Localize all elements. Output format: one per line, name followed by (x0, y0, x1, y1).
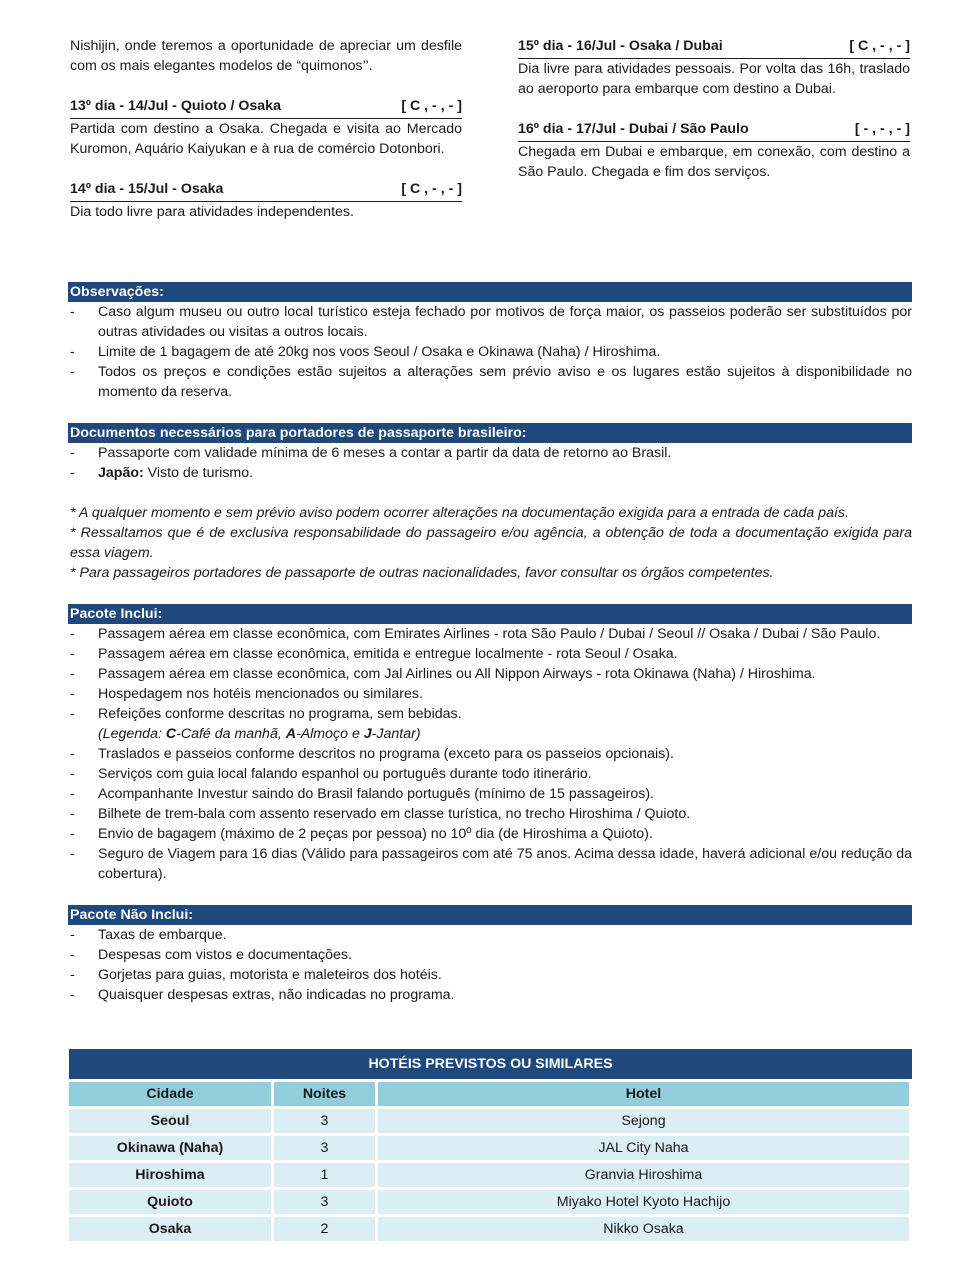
day-title: 16º dia - 17/Jul - Dubai / São Paulo (518, 121, 749, 137)
column-header-nights: Noites (274, 1082, 375, 1106)
cell-city: Seoul (69, 1109, 271, 1133)
list-item: - Caso algum museu ou outro local turístico esteja fechado por motivos de força maior, os passeios poderão ser substituídos por outras atividades ou visitas a outros locais. (68, 302, 912, 342)
pacote-nao-inclui-section (68, 905, 912, 1005)
note: * Para passageiros portadores de passaporte de outras nacionalidades, favor consultar os órgãos competentes. (70, 565, 774, 581)
list-item: - Seguro de Viagem para 16 dias (Válido para passageiros com até 75 anos. Acima dessa idade, haverá adicional e/ou redução da cobertura). (68, 844, 912, 884)
day-13 (70, 96, 462, 159)
table-row (69, 1109, 912, 1133)
itinerary-right-column (518, 36, 910, 182)
list-item: - Serviços com guia local falando espanhol ou português durante todo itinerário. (68, 764, 912, 784)
day-description: Chegada em Dubai e embarque, em conexão, com destino a São Paulo. Chegada e fim dos serviços. (518, 144, 910, 180)
itinerary-left-column (70, 36, 462, 222)
day-description: Dia livre para atividades pessoais. Por volta das 16h, traslado ao aeroporto para embarque com destino a Dubai. (518, 61, 910, 97)
pacote-inclui-section (68, 604, 912, 884)
section-header: Pacote Não Inclui: (68, 905, 912, 925)
list-item: - Taxas de embarque. (68, 925, 912, 945)
table-header-row (69, 1082, 912, 1106)
day-meals: [ C , - , - ] (401, 181, 462, 197)
day-header (518, 119, 910, 142)
cell-hotel: Sejong (378, 1109, 909, 1133)
legend-c: C (165, 726, 177, 742)
pacote-inclui-list (68, 624, 912, 884)
cell-hotel: Miyako Hotel Kyoto Hachijo (378, 1190, 909, 1214)
list-item: - Bilhete de trem-bala com assento reservado em classe turística, no trecho Hiroshima / Quioto. (68, 804, 912, 824)
day-header (70, 96, 462, 119)
visa-text: Visto de turismo. (143, 465, 254, 481)
cell-hotel: JAL City Naha (378, 1136, 909, 1160)
list-item: - Despesas com vistos e documentações. (68, 945, 912, 965)
documentos-list (68, 443, 912, 483)
table-row (69, 1217, 912, 1241)
cell-hotel: Nikko Osaka (378, 1217, 909, 1241)
column-header-hotel: Hotel (378, 1082, 909, 1106)
day-description: Dia todo livre para atividades independentes. (70, 204, 354, 220)
list-item: - Todos os preços e condições estão sujeitos a alterações sem prévio aviso e os lugares estão sujeitos à disponibilidade no momento da reserva. (68, 362, 912, 402)
note: * A qualquer momento e sem prévio aviso podem ocorrer alterações na documentação exigida para a entrada de cada país. (70, 505, 849, 521)
meals-legend (98, 726, 421, 742)
legend-c-text: -Café da manhã, (176, 726, 286, 742)
day-16 (518, 119, 910, 182)
list-item: - Envio de bagagem (máximo de 2 peças por pessoa) no 10º dia (de Hiroshima a Quioto). (68, 824, 912, 844)
cell-nights: 3 (274, 1109, 375, 1133)
list-item: - Limite de 1 bagagem de até 20kg nos voos Seoul / Osaka e Okinawa (Naha) / Hiroshima. (68, 342, 912, 362)
cell-nights: 3 (274, 1190, 375, 1214)
legend-j-text: -Jantar) (371, 726, 421, 742)
section-header: Pacote Inclui: (68, 604, 912, 624)
legend-j: J (363, 726, 372, 742)
list-item: - Quaisquer despesas extras, não indicadas no programa. (68, 985, 912, 1005)
pacote-nao-inclui-list (68, 925, 912, 1005)
list-item: - Passaporte com validade mínima de 6 meses a contar a partir da data de retorno ao Brasil. (68, 443, 912, 463)
table-row (69, 1190, 912, 1214)
list-item: - Passagem aérea em classe econômica, com Emirates Airlines - rota São Paulo / Dubai / Seoul // Osaka / Dubai / São Paulo. (68, 624, 912, 644)
hotels-table-title: HOTÉIS PREVISTOS OU SIMILARES (69, 1049, 912, 1079)
list-item: - Gorjetas para guias, motorista e maleteiros dos hotéis. (68, 965, 912, 985)
day-meals: [ C , - , - ] (401, 98, 462, 114)
day-header (518, 36, 910, 59)
cell-city: Hiroshima (69, 1163, 271, 1187)
day-title: 15º dia - 16/Jul - Osaka / Dubai (518, 38, 723, 54)
meals-item-text: Refeições conforme descritas no programa, sem bebidas. (98, 706, 462, 722)
country-label: Japão: (98, 465, 144, 481)
cell-nights: 3 (274, 1136, 375, 1160)
list-item: - Passagem aérea em classe econômica, emitida e entregue localmente - rota Seoul / Osaka. (68, 644, 912, 664)
list-item (68, 704, 912, 744)
table-row (69, 1163, 912, 1187)
list-item (68, 463, 912, 483)
table-row (69, 1136, 912, 1160)
day-meals: [ - , - , - ] (854, 121, 910, 137)
list-item: - Acompanhante Investur saindo do Brasil falando português (mínimo de 15 passageiros). (68, 784, 912, 804)
column-header-city: Cidade (69, 1082, 271, 1106)
legend-open: (Legenda: (98, 726, 166, 742)
cell-city: Okinawa (Naha) (69, 1136, 271, 1160)
day-description: Partida com destino a Osaka. Chegada e visita ao Mercado Kuromon, Aquário Kaiyukan e à rua de comércio Dotonbori. (70, 121, 462, 157)
legend-a: A (285, 726, 296, 742)
section-header: Documentos necessários para portadores de passaporte brasileiro: (68, 423, 912, 443)
cell-hotel: Granvia Hiroshima (378, 1163, 909, 1187)
observacoes-list (68, 302, 912, 402)
cell-nights: 1 (274, 1163, 375, 1187)
note: * Ressaltamos que é de exclusiva responsabilidade do passageiro e/ou agência, a obtenção de toda a documentação exigida para essa viagem. (70, 525, 912, 561)
day-meals: [ C , - , - ] (849, 38, 910, 54)
hotels-table (69, 1049, 912, 1241)
list-item: - Passagem aérea em classe econômica, com Jal Airlines ou All Nippon Airways - rota Okinawa (Naha) / Hiroshima. (68, 664, 912, 684)
cell-city: Quioto (69, 1190, 271, 1214)
day-15 (518, 36, 910, 99)
section-header: Observações: (68, 282, 912, 302)
legend-a-text: -Almoço e (295, 726, 364, 742)
day-title: 13º dia - 14/Jul - Quioto / Osaka (70, 98, 281, 114)
cell-nights: 2 (274, 1217, 375, 1241)
observacoes-section (68, 282, 912, 402)
day-header (70, 179, 462, 202)
documentos-section (68, 423, 912, 583)
list-item: - Traslados e passeios conforme descritos no programa (exceto para os passeios opcionais). (68, 744, 912, 764)
intro-paragraph: Nishijin, onde teremos a oportunidade de apreciar um desfile com os mais elegantes modelos de “quimonos’’. (70, 38, 462, 74)
day-14 (70, 179, 462, 222)
list-item: - Hospedagem nos hotéis mencionados ou similares. (68, 684, 912, 704)
day-title: 14º dia - 15/Jul - Osaka (70, 181, 224, 197)
cell-city: Osaka (69, 1217, 271, 1241)
